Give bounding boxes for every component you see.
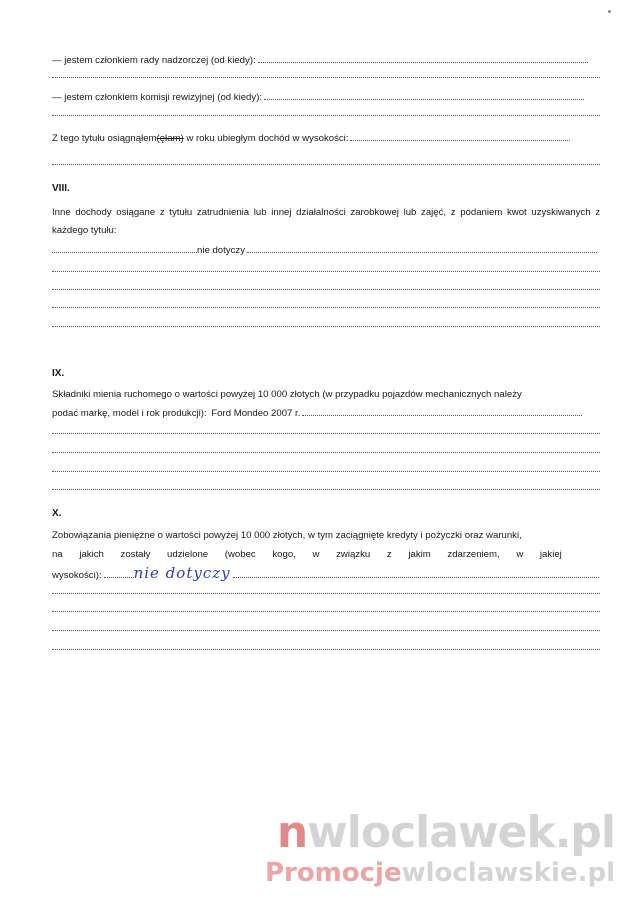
dotted-fill — [52, 243, 197, 253]
dotted-fill — [258, 53, 588, 63]
section-ix-answer: Ford Mondeo 2007 r. — [211, 408, 301, 419]
section-ix-text1: Składniki mienia ruchomego o wartości powyżej 10 000 złotych (w przypadku pojazdów mechanicznych należy — [52, 389, 522, 400]
watermark-rest2: wloclawskie.pl — [401, 858, 615, 888]
dotted-line — [52, 306, 600, 308]
section-x-text-line2 — [52, 549, 600, 561]
income-post: w roku ubiegłym dochód w wysokości: — [183, 133, 349, 144]
section-x-text3: wysokości): — [52, 570, 102, 581]
dotted-line — [52, 488, 600, 490]
dotted-line — [52, 470, 600, 472]
section-x-heading: X. — [52, 508, 62, 519]
watermark-first-letter: n — [276, 807, 308, 858]
watermark-accent: Promocje — [264, 858, 402, 888]
dotted-line — [52, 114, 600, 116]
section-x-text-line3 — [52, 567, 600, 585]
income-label — [52, 133, 350, 144]
dotted-line — [52, 288, 600, 290]
dotted-line — [52, 76, 600, 78]
section-viii-text: Inne dochody osiągane z tytułu zatrudnienia lub innej działalności zarobkowej lub zajęć, z podaniem kwot uzyskiwanych z każdego tytułu: — [52, 207, 600, 236]
section-x-text2: na jakich zostały udzielone (wobec kogo, w związku z jakim zdarzeniem, w jakiej — [52, 549, 562, 560]
supervisory-board-line — [52, 53, 600, 67]
audit-committee-label: — jestem członkiem komisji rewizyjnej (od kiedy): — [52, 92, 263, 103]
dotted-line — [52, 270, 600, 272]
watermark-rest: wloclawek.pl — [307, 807, 615, 858]
handwritten-answer: nie dotyczy — [134, 567, 233, 582]
dotted-fill — [104, 568, 134, 578]
dotted-line — [52, 610, 600, 612]
dotted-fill — [233, 568, 600, 578]
section-ix-heading: IX. — [52, 368, 65, 379]
income-strike: (ęłam) — [156, 133, 184, 144]
section-ix-text-line1 — [52, 389, 600, 401]
dotted-line — [52, 432, 600, 434]
dotted-line — [52, 163, 600, 165]
dotted-line — [52, 325, 600, 327]
section-ix-text-line2 — [52, 406, 600, 420]
section-ix-text2: podać markę, model i rok produkcji): — [52, 408, 207, 419]
dotted-fill — [247, 243, 597, 253]
section-viii-answer: nie dotyczy — [197, 245, 245, 256]
dotted-fill — [350, 131, 570, 141]
watermark-nwloclawek — [277, 807, 615, 858]
section-viii-heading: VIII. — [52, 183, 70, 194]
dotted-line — [52, 629, 600, 631]
section-x-text1: Zobowiązania pieniężne o wartości powyżej 10 000 złotych, w tym zaciągnięte kredyty i pożyczki oraz warunki, — [52, 530, 522, 541]
income-pre: Z tego tytułu osiągnąłem — [52, 133, 157, 144]
dotted-fill — [264, 90, 584, 100]
scan-dot — [608, 10, 611, 13]
dotted-fill — [302, 406, 582, 416]
dotted-line — [52, 648, 600, 650]
dotted-line — [52, 451, 600, 453]
income-line — [52, 131, 600, 145]
audit-committee-line — [52, 90, 600, 104]
dotted-line — [52, 592, 600, 594]
supervisory-board-label: — jestem członkiem rady nadzorczej (od kiedy): — [52, 55, 256, 66]
watermark-promocje — [265, 858, 615, 888]
section-x-text-line1 — [52, 530, 600, 542]
section-viii-answer-line — [52, 243, 600, 257]
